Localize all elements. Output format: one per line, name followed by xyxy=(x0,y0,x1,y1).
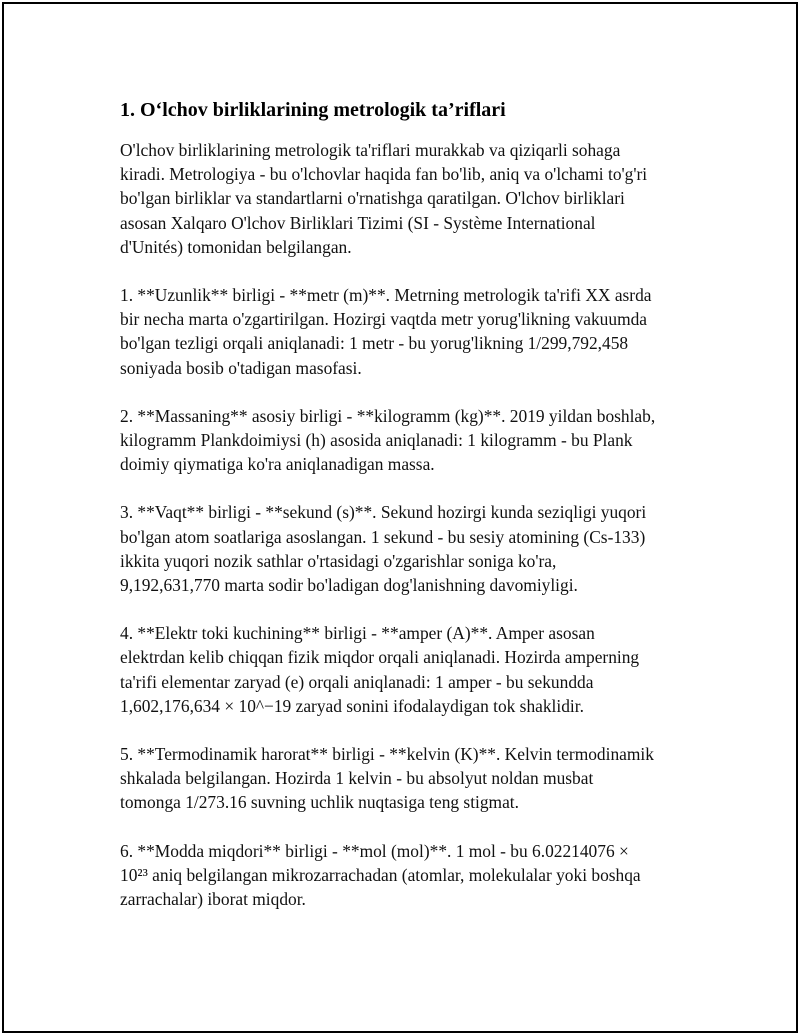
text-line: 2. **Massaning** asosiy birligi - **kilogramm (kg)**. 2019 yildan boshlab, xyxy=(120,405,656,426)
document-page xyxy=(2,2,798,1033)
current-unit-paragraph xyxy=(120,621,700,718)
text-line: 1. **Uzunlik** birligi - **metr (m)**. Metrning metrologik ta'rifi XX asrda xyxy=(120,285,652,306)
text-line: kiradi. Metrologiya - bu o'lchovlar haqida fan bo'lib, aniq va o'lchami to'g'ri xyxy=(120,164,648,185)
text-line: kilogramm Plankdoimiysi (h) asosida aniqlanadi: 1 kilogramm - bu Plank xyxy=(120,430,633,451)
text-line: 4. **Elektr toki kuchining** birligi - **amper (A)**. Amper asosan xyxy=(120,623,595,644)
text-line: elektrdan kelib chiqqan fizik miqdor orqali aniqlanadi. Hozirda amperning xyxy=(120,647,640,668)
document-body xyxy=(120,96,700,935)
text-line: 10²³ aniq belgilangan mikrozarrachadan (atomlar, molekulalar yoki boshqa xyxy=(120,864,641,885)
text-line: bo'lgan atom soatlariga asoslangan. 1 sekund - bu sesiy atomining (Cs-133) xyxy=(120,526,646,547)
text-line: ikkita yuqori nozik sathlar o'rtasidagi o'zgarishlar soniga ko'ra, xyxy=(120,550,557,571)
intro-paragraph xyxy=(120,138,700,259)
text-line: O'lchov birliklarining metrologik ta'riflari murakkab va qiziqarli sohaga xyxy=(120,140,621,160)
text-line: ta'rifi elementar zaryad (e) orqali aniqlanadi: 1 amper - bu sekundda xyxy=(120,671,594,692)
text-line: asosan Xalqaro O'lchov Birliklari Tizimi (SI - Système International xyxy=(120,212,596,233)
text-line: d'Unités) tomonidan belgilangan. xyxy=(120,236,352,257)
temperature-unit-paragraph xyxy=(120,742,700,815)
text-line: bo'lgan tezligi orqali aniqlanadi: 1 metr - bu yorug'likning 1/299,792,458 xyxy=(120,333,629,354)
text-line: tomonga 1/273.16 suvning uchlik nuqtasiga teng stigmat. xyxy=(120,792,519,813)
length-unit-paragraph xyxy=(120,283,700,380)
text-line: soniyada bosib o'tadigan masofasi. xyxy=(120,357,362,378)
substance-unit-paragraph xyxy=(120,839,700,912)
text-line: 3. **Vaqt** birligi - **sekund (s)**. Sekund hozirgi kunda seziqligi yuqori xyxy=(120,502,647,523)
text-line: shkalada belgilangan. Hozirda 1 kelvin - bu absolyut noldan musbat xyxy=(120,768,594,789)
text-line: 9,192,631,770 marta sodir bo'ladigan dog'lanishning davomiyligi. xyxy=(120,575,578,596)
document-title: 1. O‘lchov birliklarining metrologik ta’riflari xyxy=(120,99,506,121)
text-line: 6. **Modda miqdori** birligi - **mol (mol)**. 1 mol - bu 6.02214076 × xyxy=(120,840,629,861)
text-line: bo'lgan birliklar va standartlarni o'rnatishga qaratilgan. O'lchov birliklari xyxy=(120,188,625,209)
text-line: bir necha marta o'zgartirilgan. Hozirgi vaqtda metr yorug'likning vakuumda xyxy=(120,309,648,330)
text-line: doimiy qiymatiga ko'ra aniqlanadigan massa. xyxy=(120,454,435,475)
text-line: 1,602,176,634 × 10^−19 zaryad sonini ifodalaydigan tok shaklidir. xyxy=(120,695,584,716)
time-unit-paragraph xyxy=(120,500,700,597)
mass-unit-paragraph xyxy=(120,404,700,477)
text-line: zarrachalar) iborat miqdor. xyxy=(120,889,306,910)
text-line: 5. **Termodinamik harorat** birligi - **kelvin (K)**. Kelvin termodinamik xyxy=(120,744,654,765)
